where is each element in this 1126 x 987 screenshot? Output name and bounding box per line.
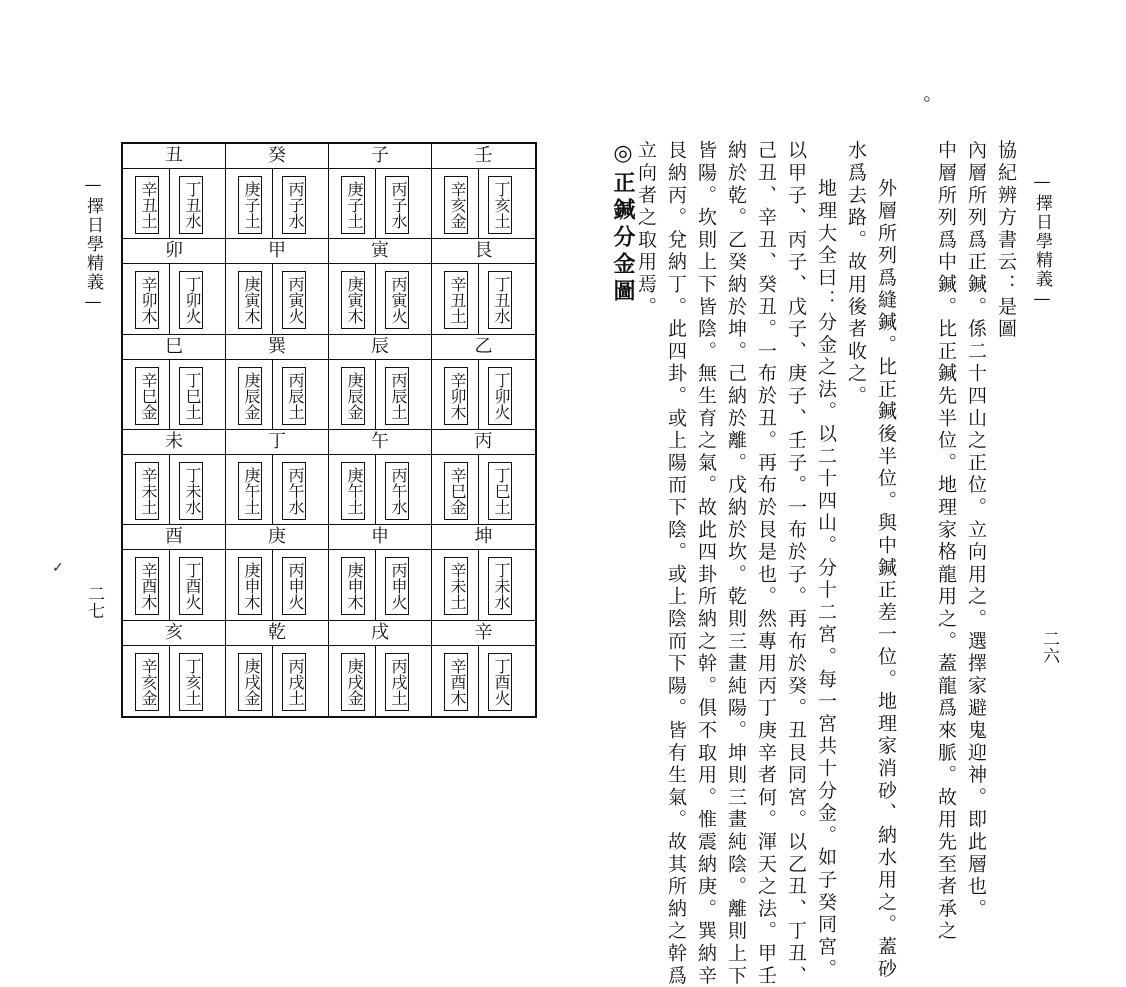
cell-heading: 申 — [329, 525, 431, 550]
cell-heading: 亥 — [123, 621, 225, 646]
cell-heading: 寅 — [329, 239, 431, 264]
table-cell — [226, 525, 329, 620]
table-cell — [123, 525, 226, 620]
section-title: ◎正鍼分金圖 — [610, 140, 636, 306]
ganzhi-right: 丙午水 — [282, 462, 306, 520]
ganzhi-left: 辛丑土 — [444, 271, 468, 329]
left-page-number: 二七 — [84, 585, 104, 619]
table-cell — [226, 335, 329, 430]
ganzhi-right: 丙子水 — [282, 176, 306, 234]
cell-divider — [169, 454, 170, 524]
text-column: 以甲子、丙子、戊子、庚子、壬子。一布於子。再布於癸。丑艮同宮。以乙丑、丁丑、 — [785, 140, 807, 987]
ganzhi-right: 丙午水 — [385, 462, 409, 520]
ganzhi-left: 辛卯木 — [444, 367, 468, 425]
table-cell — [123, 335, 226, 430]
cell-heading: 坤 — [432, 525, 535, 550]
text-column: 協紀辨方書云：是圖 — [995, 140, 1017, 341]
cell-heading: 乙 — [432, 335, 535, 360]
ganzhi-left: 辛酉木 — [135, 557, 159, 615]
zhengzhen-fenjin-table — [121, 142, 537, 718]
ganzhi-left: 庚子土 — [341, 176, 365, 234]
ganzhi-right: 丙寅火 — [282, 271, 306, 329]
right-page-body — [635, 95, 1020, 987]
ganzhi-right: 丁未水 — [179, 462, 203, 520]
ganzhi-right: 丁丑水 — [179, 176, 203, 234]
cell-divider — [375, 263, 376, 333]
right-running-head: —擇日學精義— — [1032, 172, 1052, 311]
cell-heading: 艮 — [432, 239, 535, 264]
cell-divider — [375, 359, 376, 429]
cell-heading: 丑 — [123, 144, 225, 169]
ganzhi-left: 庚寅木 — [238, 271, 262, 329]
ganzhi-left: 庚戌金 — [341, 653, 365, 711]
ganzhi-right: 丁卯火 — [179, 271, 203, 329]
right-page-number: 二六 — [1039, 630, 1059, 664]
ganzhi-left: 庚戌金 — [238, 653, 262, 711]
table-cell — [329, 144, 432, 239]
text-column: 水爲去路。故用後者收之。 — [845, 140, 867, 408]
table-cell — [226, 621, 329, 716]
cell-heading: 卯 — [123, 239, 225, 264]
ganzhi-left: 庚寅木 — [341, 271, 365, 329]
ganzhi-left: 庚辰金 — [238, 367, 262, 425]
cell-heading: 未 — [123, 430, 225, 455]
cell-heading: 癸 — [226, 144, 328, 169]
ganzhi-right: 丙戌土 — [282, 653, 306, 711]
ganzhi-left: 辛未土 — [135, 462, 159, 520]
stray-tick-mark: ✓ — [52, 560, 64, 576]
text-column: 內層所列爲正鍼。係二十四山之正位。立向用之。選擇家避鬼迎神。即此層也。 — [965, 140, 987, 921]
table-cell — [226, 144, 329, 239]
ganzhi-right: 丁亥土 — [179, 653, 203, 711]
ganzhi-left: 辛巳金 — [135, 367, 159, 425]
text-column: 中層所列爲中鍼。比正鍼先半位。地理家格龍用之。蓋龍爲來脈。故用先至者承之 — [935, 140, 957, 943]
text-column: 。 — [909, 95, 931, 118]
ganzhi-left: 辛酉木 — [444, 653, 468, 711]
cell-divider — [478, 359, 479, 429]
cell-divider — [272, 359, 273, 429]
cell-divider — [375, 549, 376, 619]
cell-heading: 乾 — [226, 621, 328, 646]
cell-divider — [169, 263, 170, 333]
cell-divider — [478, 263, 479, 333]
text-column: 皆陽。坎則上下皆陰。無生育之氣。故此四卦所納之幹。俱不取用。惟震納庚。巽納辛 — [695, 140, 717, 987]
text-column: 納於乾。乙癸納於坤。己納於離。戊納於坎。乾則三畫純陽。坤則三畫純陰。離則上下 — [725, 140, 747, 987]
cell-heading: 庚 — [226, 525, 328, 550]
ganzhi-right: 丁卯火 — [488, 367, 512, 425]
ganzhi-left: 庚辰金 — [341, 367, 365, 425]
cell-heading: 戌 — [329, 621, 431, 646]
table-cell — [123, 621, 226, 716]
table-cell — [123, 430, 226, 525]
left-running-head: —擇日學精義— — [83, 175, 103, 314]
table-cell — [329, 621, 432, 716]
ganzhi-left: 辛丑土 — [135, 176, 159, 234]
cell-heading: 巽 — [226, 335, 328, 360]
cell-divider — [478, 168, 479, 238]
table-cell — [123, 144, 226, 239]
ganzhi-left: 辛亥金 — [444, 176, 468, 234]
table-cell — [329, 239, 432, 334]
cell-heading: 辰 — [329, 335, 431, 360]
ganzhi-right: 丙戌土 — [385, 653, 409, 711]
cell-divider — [375, 454, 376, 524]
ganzhi-right: 丁巳土 — [179, 367, 203, 425]
ganzhi-right: 丁酉火 — [179, 557, 203, 615]
text-column: 己丑、辛丑、癸丑。一布於丑。再布於艮是也。然專用丙丁庚辛者何。渾天之法。甲壬 — [755, 140, 777, 987]
cell-divider — [375, 645, 376, 716]
cell-divider — [272, 549, 273, 619]
cell-divider — [478, 645, 479, 716]
ganzhi-right: 丁亥土 — [488, 176, 512, 234]
cell-heading: 子 — [329, 144, 431, 169]
cell-divider — [272, 263, 273, 333]
cell-heading: 午 — [329, 430, 431, 455]
ganzhi-left: 辛亥金 — [135, 653, 159, 711]
table-cell — [123, 239, 226, 334]
cell-heading: 壬 — [432, 144, 535, 169]
ganzhi-right: 丁丑水 — [488, 271, 512, 329]
cell-divider — [169, 549, 170, 619]
cell-divider — [272, 454, 273, 524]
cell-heading: 甲 — [226, 239, 328, 264]
ganzhi-right: 丙申火 — [385, 557, 409, 615]
table-cell — [432, 144, 535, 239]
cell-divider — [375, 168, 376, 238]
ganzhi-left: 庚午土 — [341, 462, 365, 520]
ganzhi-left: 辛未土 — [444, 557, 468, 615]
ganzhi-right: 丙寅火 — [385, 271, 409, 329]
table-cell — [226, 430, 329, 525]
cell-divider — [169, 359, 170, 429]
text-column: 立向者之取用焉。 — [635, 140, 657, 319]
table-cell — [432, 621, 535, 716]
cell-divider — [169, 168, 170, 238]
ganzhi-right: 丙子水 — [385, 176, 409, 234]
ganzhi-right: 丙辰土 — [282, 367, 306, 425]
text-column: 地理大全曰：分金之法。以二十四山。分十二宮。每一宮共十分金。如子癸同宮。 — [815, 178, 837, 981]
cell-divider — [272, 168, 273, 238]
ganzhi-left: 庚申木 — [238, 557, 262, 615]
table-cell — [432, 525, 535, 620]
cell-heading: 酉 — [123, 525, 225, 550]
cell-divider — [169, 645, 170, 716]
ganzhi-left: 庚子土 — [238, 176, 262, 234]
ganzhi-left: 庚申木 — [341, 557, 365, 615]
ganzhi-right: 丙辰土 — [385, 367, 409, 425]
cell-divider — [478, 454, 479, 524]
ganzhi-right: 丁未水 — [488, 557, 512, 615]
text-column: 外層所列爲縫鍼。比正鍼後半位。與中鍼正差一位。地理家消砂、納水用之。蓋砂 — [875, 178, 897, 981]
ganzhi-right: 丁巳土 — [488, 462, 512, 520]
table-cell — [432, 239, 535, 334]
table-cell — [432, 430, 535, 525]
table-cell — [226, 239, 329, 334]
table-cell — [329, 335, 432, 430]
text-column: 艮納丙。兌納丁。此四卦。或上陽而下陰。或上陰而下陽。皆有生氣。故其所納之幹爲 — [665, 140, 687, 987]
cell-heading: 丙 — [432, 430, 535, 455]
ganzhi-right: 丁酉火 — [488, 653, 512, 711]
cell-heading: 辛 — [432, 621, 535, 646]
ganzhi-left: 庚午土 — [238, 462, 262, 520]
ganzhi-left: 辛巳金 — [444, 462, 468, 520]
cell-heading: 丁 — [226, 430, 328, 455]
ganzhi-right: 丙申火 — [282, 557, 306, 615]
table-cell — [329, 430, 432, 525]
ganzhi-left: 辛卯木 — [135, 271, 159, 329]
cell-heading: 巳 — [123, 335, 225, 360]
cell-divider — [272, 645, 273, 716]
cell-divider — [478, 549, 479, 619]
table-cell — [432, 335, 535, 430]
table-cell — [329, 525, 432, 620]
